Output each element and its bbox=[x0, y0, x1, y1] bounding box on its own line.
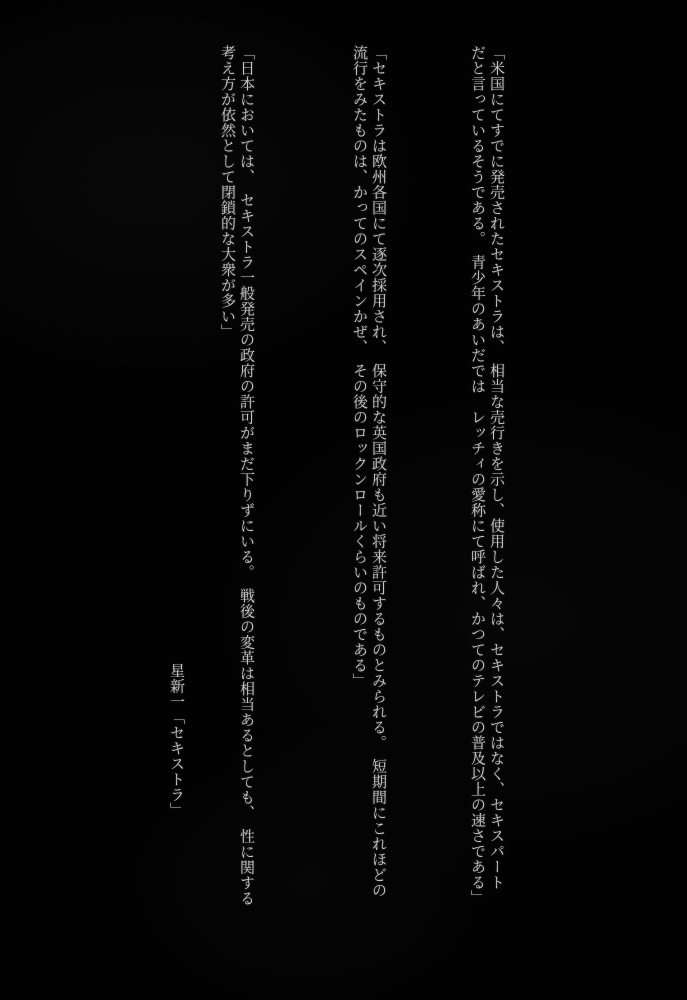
quote-3-line-2: 考え方が依然として閉鎖的な大衆が多い」 bbox=[219, 45, 235, 340]
quote-block-1 bbox=[467, 45, 505, 965]
quote-2-line-2: 流行をみたものは、かってのスペインかぜ、 その後のロックンロールくらいのものである」 bbox=[351, 45, 367, 689]
quote-3-line-1: 「日本においては、 セキストラ一般発売の政府の許可がまだ下りずにいる。 戦後の変革は相当あるとしても、 性に関する bbox=[238, 45, 254, 906]
quote-2-line-1: 「セキストラは欧州各国にて逐次採用され、 保守的な英国政府も近い将来許可するものとみられる。 短期間にこれほどの bbox=[370, 45, 386, 898]
attribution-author-title: 星新一「セキストラ」 bbox=[168, 663, 184, 818]
quote-1-line-2: だと言っているそうである。 青少年のあいだでは レッチィの愛称にて呼ばれ、かつてのテレビの普及以上の速さである」 bbox=[469, 45, 485, 906]
quote-block-2 bbox=[349, 45, 387, 965]
quote-1-line-1: 「米国にてすでに発売されたセキストラは、 相当な売行きを示し、使用した人々は、セキストラではなく、セキスパート bbox=[488, 45, 504, 890]
vertical-text-flow bbox=[166, 45, 505, 965]
quote-block-3 bbox=[217, 45, 255, 965]
